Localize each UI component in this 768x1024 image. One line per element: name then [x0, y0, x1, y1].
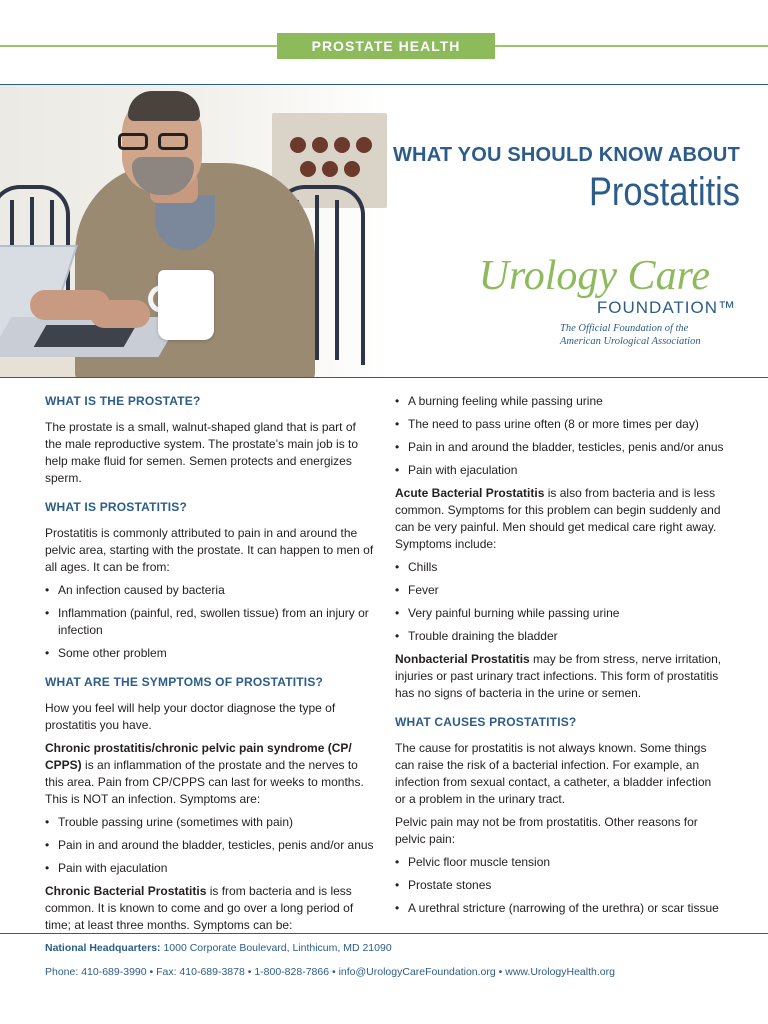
pelvic-pain-list — [395, 854, 725, 917]
list-item: • Trouble draining the bladder — [395, 628, 725, 645]
logo-wordmark: Urology Care — [478, 253, 710, 299]
cp-symptoms-list — [45, 814, 375, 877]
list-item: • Prostate stones — [395, 877, 725, 894]
paragraph: How you feel will help your doctor diagnose the type of prostatitis you have. — [45, 701, 336, 732]
footer-rule — [0, 933, 768, 934]
list-item: • Some other problem — [45, 645, 375, 662]
glasses — [118, 133, 194, 151]
list-item: • The need to pass urine often (8 or more times per day) — [395, 416, 725, 433]
coffee-mug — [158, 270, 214, 340]
list-item: • Pain with ejaculation — [395, 462, 725, 479]
list-item: • An infection caused by bacteria — [45, 582, 375, 599]
paragraph-nonbacterial: Nonbacterial Prostatitis may be from stress, nerve irritation, injuries or past urinary tract infections. This form of prostatitis has no signs of bacteria in the urine or semen. — [395, 652, 722, 700]
list-item: • A urethral stricture (narrowing of the urethra) or scar tissue — [395, 900, 725, 917]
list-item: • Trouble passing urine (sometimes with pain) — [45, 814, 375, 831]
list-item: • Pain with ejaculation — [45, 860, 375, 877]
heading-causes: WHAT CAUSES PROSTATITIS? — [395, 715, 577, 729]
paragraph-cp-cpps: Chronic prostatitis/chronic pelvic pain syndrome (CP/ CPPS) is an inflammation of the prostate and the nerves to this area. Pain from CP/CPPS can last for weeks to months. This is NOT an infection. Symptoms are: — [45, 741, 364, 806]
list-item: • Chills — [395, 559, 725, 576]
list-item: • Inflammation (painful, red, swollen tissue) from an injury or infection — [45, 605, 375, 639]
left-column — [45, 393, 375, 940]
paragraph: The cause for prostatitis is not always known. Some things can raise the risk of a bacterial infection. For example, an infection from sexual contact, a catheter, a bladder infection or a problem in the urinary tract. — [395, 741, 712, 806]
hero-photo — [0, 85, 390, 377]
paragraph: Pelvic pain may not be from prostatitis. Other reasons for pelvic pain: — [395, 815, 698, 846]
chronic-bacterial-symptoms-list — [395, 393, 725, 479]
heading-symptoms: WHAT ARE THE SYMPTOMS OF PROSTATITIS? — [45, 675, 324, 689]
footer-address: National Headquarters: 1000 Corporate Boulevard, Linthicum, MD 21090 — [45, 942, 392, 954]
hero-kicker: WHAT YOU SHOULD KNOW ABOUT — [392, 144, 740, 166]
hero-bottom-rule — [0, 377, 768, 378]
paragraph-acute-bacterial: Acute Bacterial Prostatitis is also from bacteria and is less common. Symptoms for this problem can begin suddenly and can be very painful. Men should get medical care right away. Symptoms include: — [395, 486, 721, 551]
heading-what-is-prostatitis: WHAT IS PROSTATITIS? — [45, 500, 187, 514]
list-item: • Pelvic floor muscle tension — [395, 854, 725, 871]
list-item: • Pain in and around the bladder, testicles, penis and/or anus — [395, 439, 725, 456]
acute-symptoms-list — [395, 559, 725, 645]
logo-tagline: The Official Foundation of the American Urological Association — [560, 323, 701, 347]
paragraph: The prostate is a small, walnut-shaped gland that is part of the male reproductive system. The prostate’s main job is to help make fluid for semen. Semen protects and energizes sperm. — [45, 420, 359, 485]
right-column — [395, 393, 725, 923]
list-item: • A burning feeling while passing urine — [395, 393, 725, 410]
section-tab-label: PROSTATE HEALTH — [311, 38, 461, 54]
logo-foundation: FOUNDATION™ — [596, 298, 736, 317]
list-item: • Very painful burning while passing urine — [395, 605, 725, 622]
causes-list — [45, 582, 375, 662]
list-item: • Fever — [395, 582, 725, 599]
section-tab — [277, 33, 495, 59]
footer-contact: Phone: 410-689-3990 • Fax: 410-689-3878 • 1-800-828-7866 • info@UrologyCareFoundation.org • www.UrologyHealth.org — [45, 966, 615, 978]
page-title: Prostatitis — [588, 170, 740, 214]
paragraph-chronic-bacterial: Chronic Bacterial Prostatitis is from bacteria and is less common. It is known to come and go over a long period of time; at least three months. Symptoms can be: — [45, 884, 354, 932]
list-item: • Pain in and around the bladder, testicles, penis and/or anus — [45, 837, 375, 854]
paragraph: Prostatitis is commonly attributed to pain in and around the pelvic area, starting with the prostate. It can happen to men of all ages. It can be from: — [45, 526, 374, 574]
heading-what-is-prostate: WHAT IS THE PROSTATE? — [45, 394, 201, 408]
